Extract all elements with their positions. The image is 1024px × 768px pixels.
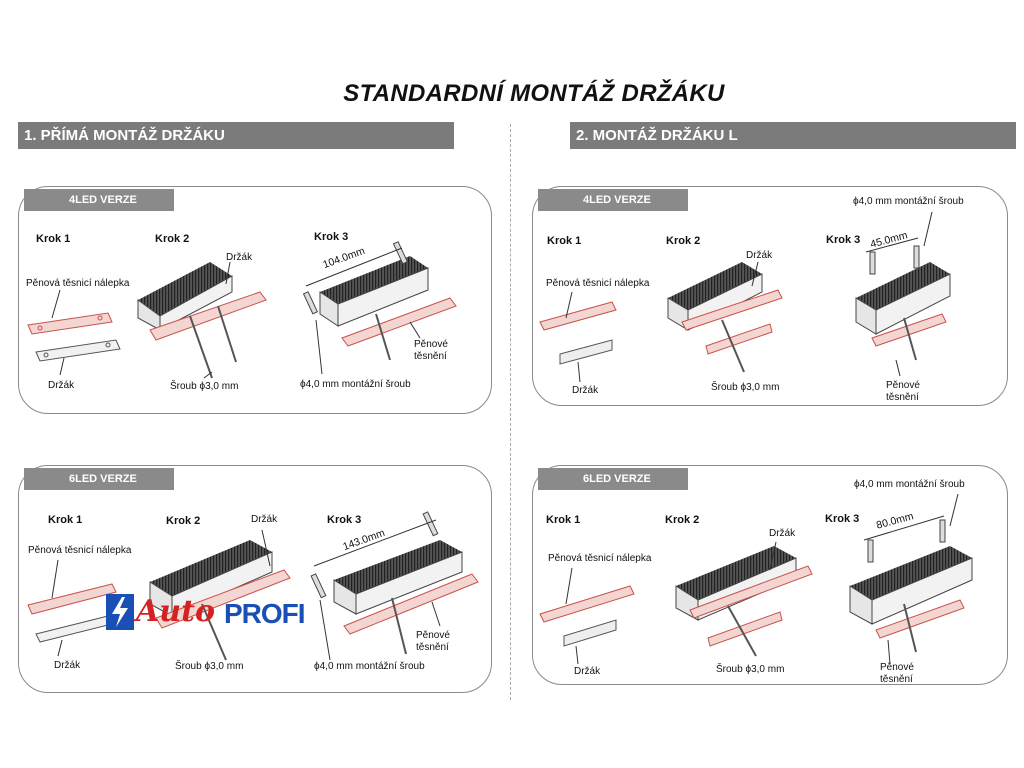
p3-holder-label: Držák <box>746 250 773 261</box>
section-heading-direct: 1. PŘÍMÁ MONTÁŽ DRŽÁKU <box>18 122 454 149</box>
tab-l-6led: 6LED VERZE <box>538 468 688 490</box>
p2-holder-label: Držák <box>251 514 278 525</box>
p4-foam-seal-label: Pěnové těsnění <box>880 662 914 685</box>
autoprofi-logo <box>106 592 306 632</box>
logo-auto-text: Auto <box>136 594 215 629</box>
p3-foam-seal-label: Pěnové těsnění <box>886 380 920 403</box>
page-title: STANDARDNÍ MONTÁŽ DRŽÁKU <box>343 80 725 107</box>
p2-bracket-label: Držák <box>54 660 81 671</box>
p3-foam-sticker-label: Pěnová těsnicí nálepka <box>546 278 650 289</box>
logo-profi-text: PROFI <box>224 598 305 629</box>
tab-l-4led: 4LED VERZE <box>538 189 688 211</box>
p4-mount-screw-label: ϕ4,0 mm montážní šroub <box>854 479 965 490</box>
p1-holder-label: Držák <box>226 252 253 263</box>
tab-direct-4led: 4LED VERZE <box>24 189 174 211</box>
p1-foam-seal-label: Pěnové těsnění <box>414 339 448 362</box>
section-heading-l-bracket: 2. MONTÁŽ DRŽÁKU L <box>570 122 1016 149</box>
p2-step-1: Krok 1 <box>48 514 83 526</box>
p3-step-1: Krok 1 <box>547 235 582 247</box>
p3-dimension: 45.0mm <box>869 229 909 251</box>
p2-foam-seal-label: Pěnové těsnění <box>416 630 450 653</box>
p1-step2-lamp <box>138 262 266 378</box>
p2-dimension: 143.0mm <box>341 526 387 554</box>
p4-bracket-label: Držák <box>574 666 601 677</box>
p4-step-1: Krok 1 <box>546 514 581 526</box>
p4-step2-lamp <box>676 542 812 656</box>
p2-foam-sticker-label: Pěnová těsnicí nálepka <box>28 545 132 556</box>
p4-foam-sticker-label: Pěnová těsnicí nálepka <box>548 553 652 564</box>
p1-screw-label: Šroub ϕ3,0 mm <box>170 381 239 392</box>
p4-holder-label: Držák <box>769 528 796 539</box>
p4-step1-parts <box>540 568 634 664</box>
tab-direct-6led: 6LED VERZE <box>24 468 174 490</box>
p2-screw-label: Šroub ϕ3,0 mm <box>175 661 244 672</box>
p1-bracket-label: Držák <box>48 380 75 391</box>
p1-step-1: Krok 1 <box>36 233 71 245</box>
p1-mount-screw-label: ϕ4,0 mm montážní šroub <box>300 379 411 390</box>
p4-step-3: Krok 3 <box>825 513 860 525</box>
p1-step-3: Krok 3 <box>314 231 349 243</box>
p4-screw-label: Šroub ϕ3,0 mm <box>716 664 785 675</box>
logo-bolt-icon <box>106 594 134 630</box>
p3-screw-label: Šroub ϕ3,0 mm <box>711 382 780 393</box>
p3-bracket-label: Držák <box>572 385 599 396</box>
p2-mount-screw-label: ϕ4,0 mm montážní šroub <box>314 661 425 672</box>
p2-step-2: Krok 2 <box>166 515 201 527</box>
p1-step1-parts <box>28 290 120 375</box>
p3-step-2: Krok 2 <box>666 235 701 247</box>
p3-step2-lamp <box>668 262 782 372</box>
p1-foam-sticker-label: Pěnová těsnicí nálepka <box>26 278 130 289</box>
p3-mount-screw-label: ϕ4,0 mm montážní šroub <box>853 196 964 207</box>
p2-step-3: Krok 3 <box>327 514 362 526</box>
p3-step-3: Krok 3 <box>826 234 861 246</box>
p3-step1-parts <box>540 292 616 382</box>
p1-dimension: 104.0mm <box>321 244 367 272</box>
p1-step-2: Krok 2 <box>155 233 190 245</box>
p4-step-2: Krok 2 <box>665 514 700 526</box>
p4-dimension: 80.0mm <box>875 510 915 532</box>
